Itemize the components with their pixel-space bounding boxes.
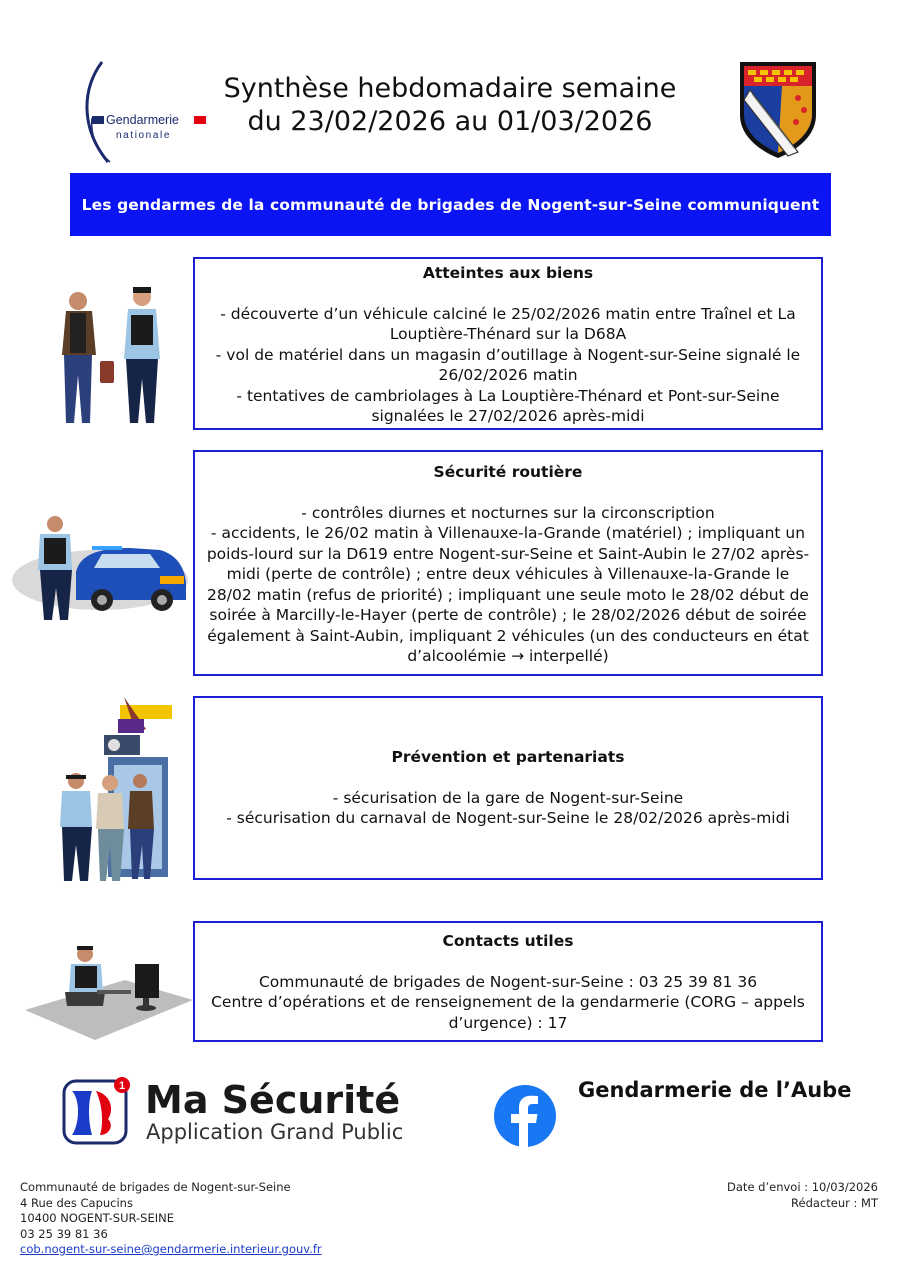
section-contacts-utiles — [193, 921, 823, 1042]
app-subtitle: Application Grand Public — [146, 1120, 404, 1144]
section-heading: Prévention et partenariats — [391, 748, 625, 766]
section-heading: Sécurité routière — [433, 463, 583, 481]
section-line: - sécurisation du carnaval de Nogent-sur-Seine le 28/02/2026 après-midi — [226, 809, 790, 827]
section-line: - contrôles diurnes et nocturnes sur la circonscription — [301, 503, 715, 522]
section-heading: Contacts utiles — [442, 932, 574, 950]
banner-text: Les gendarmes de la communauté de brigades de Nogent-sur-Seine communiquent — [81, 195, 820, 214]
prevention-illustration — [48, 695, 176, 890]
logo-text-bottom: nationale — [116, 130, 171, 141]
app-title: Ma Sécurité — [145, 1078, 401, 1122]
section-atteintes-aux-biens — [193, 257, 823, 430]
title-line-2: du 23/02/2026 au 01/03/2026 — [247, 106, 653, 137]
ma-securite-app-icon[interactable] — [62, 1077, 132, 1147]
footer-city: 10400 NOGENT-SUR-SEINE — [20, 1211, 175, 1225]
footer-street: 4 Rue des Capucins — [20, 1195, 133, 1210]
section-line: - vol de matériel dans un magasin d’outillage à Nogent-sur-Seine signalé le 26/02/2026 matin — [215, 345, 801, 384]
gendarmerie-logo — [80, 58, 220, 168]
title-line-1: Synthèse hebdomadaire semaine — [223, 73, 677, 104]
section-line: - accidents, le 26/02 matin à Villenauxe-la-Grande (matériel) ; impliquant un poids-lourd sur la D619 entre Nogent-sur-Seine et Saint-Aubin le 27/02 après-midi (perte de contrôle) ; entre deux véhicules à Villenauxe-la-Grande le 28/02 matin (refus de priorité) ; impliquant une seule moto le 28/02 début de soirée à Marcilly-le-Hayer (perte de contrôle) ; le 28/02/2026 début de soirée également à Saint-Aubin, impliquant 2 véhicules (un des conducteurs en état d’alcoolémie → interpellé) — [206, 524, 810, 665]
section-line: Communauté de brigades de Nogent-sur-Seine : 03 25 39 81 36 — [258, 972, 758, 991]
footer-meta — [727, 1180, 878, 1211]
section-line: - découverte d’un véhicule calciné le 25/02/2026 matin entre Traînel et La Louptière-Thénard sur la D68A — [220, 304, 796, 343]
section-prevention-partenariats — [193, 696, 823, 880]
section-heading: Atteintes aux biens — [422, 264, 594, 282]
logo-text-top: Gendarmerie — [106, 113, 179, 127]
section-line: - sécurisation de la gare de Nogent-sur-Seine — [332, 788, 684, 807]
header-banner — [70, 173, 831, 236]
section-securite-routiere — [193, 450, 823, 676]
author: Rédacteur : MT — [791, 1195, 878, 1210]
facebook-page-label[interactable]: Gendarmerie de l’Aube — [578, 1078, 852, 1102]
footer-address — [20, 1180, 322, 1258]
traffic-control-illustration — [10, 510, 190, 625]
footer-phone: 03 25 39 81 36 — [20, 1226, 108, 1241]
gendarmes-patrol-illustration — [48, 275, 178, 435]
facebook-icon[interactable] — [494, 1085, 556, 1147]
coat-of-arms-icon — [738, 60, 818, 160]
section-line: Centre d’opérations et de renseignement de la gendarmerie (CORG – appels d’urgence) : 17 — [211, 993, 805, 1032]
section-line: - tentatives de cambriolages à La Louptière-Thénard et Pont-sur-Seine signalées le 27/02/2026 après-midi — [236, 386, 780, 425]
operator-desk-illustration — [25, 940, 193, 1040]
footer-email-link[interactable]: cob.nogent-sur-seine@gendarmerie.interieur.gouv.fr — [20, 1242, 322, 1256]
app-badge-count: 1 — [118, 1080, 126, 1092]
footer-unit: Communauté de brigades de Nogent-sur-Seine — [20, 1180, 291, 1194]
page-title — [200, 72, 700, 138]
sent-date: Date d’envoi : 10/03/2026 — [727, 1180, 878, 1194]
